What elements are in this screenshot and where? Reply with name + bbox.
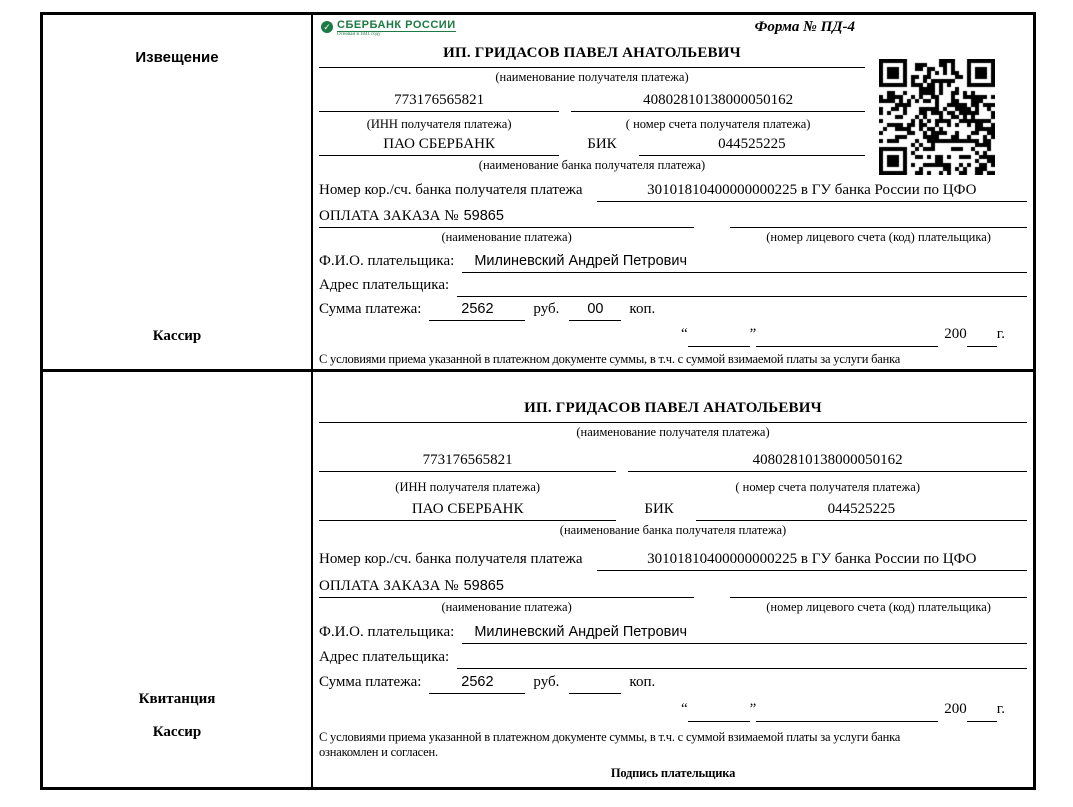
- inn-value: 773176565821: [319, 90, 559, 112]
- date-year-suffix: г.: [996, 326, 1005, 342]
- notice-left-column: [43, 15, 313, 369]
- terms-line1: С условиями приема указанной в платежном документе суммы, в т.ч. с суммой взимаемой платы за услуги банка: [319, 352, 901, 366]
- account-caption: ( номер счета получателя платежа): [735, 480, 920, 494]
- personal-account-blank: [730, 575, 1027, 598]
- date-month-blank: [756, 323, 938, 347]
- account-caption: ( номер счета получателя платежа): [625, 117, 811, 131]
- notice-label: Извещение: [135, 49, 219, 66]
- payee-name: ИП. ГРИДАСОВ ПАВЕЛ АНАТОЛЬЕВИЧ: [443, 45, 741, 61]
- terms-line1: С условиями приема указанной в платежном документе суммы, в т.ч. с суммой взимаемой платы за услуги банка: [319, 730, 901, 744]
- bik-value: 044525225: [696, 499, 1027, 521]
- receipt-form-area: [313, 372, 1033, 787]
- payment-name-caption: (наименование платежа): [441, 600, 572, 614]
- payer-address-blank: [457, 275, 1027, 297]
- date-day-blank: [688, 323, 750, 347]
- payee-name-caption: (наименование получателя платежа): [576, 425, 770, 439]
- payment-name-caption: (наименование платежа): [441, 230, 572, 244]
- payer-name-value: Милиневский Андрей Петрович: [462, 251, 1027, 273]
- payer-name-value: Милиневский Андрей Петрович: [462, 622, 1027, 644]
- date-year-prefix: 200: [944, 701, 967, 717]
- bank-name-value: ПАО СБЕРБАНК: [319, 134, 559, 156]
- bik-label: БИК: [587, 136, 617, 152]
- date-day-blank: [688, 698, 750, 722]
- amount-kop-value: 00: [569, 299, 621, 321]
- payer-name-label: Ф.И.О. плательщика:: [319, 253, 455, 269]
- bank-name-value: ПАО СБЕРБАНК: [319, 499, 616, 521]
- date-quote-open: “: [680, 701, 688, 717]
- form-number: Форма № ПД-4: [754, 19, 855, 35]
- rub-label: руб.: [533, 674, 560, 690]
- amount-rub-value: 2562: [429, 299, 525, 321]
- amount-label: Сумма платежа:: [319, 674, 422, 690]
- payment-name: ОПЛАТА ЗАКАЗА №: [319, 208, 459, 224]
- notice-form-area: [313, 15, 1033, 369]
- sberbank-check-icon: ✓: [321, 21, 333, 33]
- amount-rub-value: 2562: [429, 672, 525, 694]
- account-value: 40802810138000050162: [628, 450, 1027, 472]
- payment-name: ОПЛАТА ЗАКАЗА №: [319, 578, 459, 594]
- payer-address-blank: [457, 647, 1027, 669]
- bik-value: 044525225: [639, 134, 865, 156]
- amount-label: Сумма платежа:: [319, 301, 422, 317]
- corr-account-label: Номер кор./сч. банка получателя платежа: [319, 182, 583, 198]
- date-year-blank: [967, 323, 997, 347]
- receipt-label: Квитанция: [138, 691, 216, 707]
- inn-caption: (ИНН получателя платежа): [395, 480, 541, 494]
- bank-name-caption: (наименование банка получателя платежа): [559, 523, 787, 537]
- date-quote-open: “: [680, 326, 688, 342]
- inn-value: 773176565821: [319, 450, 616, 472]
- order-number: 59865: [463, 208, 504, 224]
- date-month-blank: [756, 698, 938, 722]
- receipt-cashier-label: Кассир: [152, 724, 202, 740]
- payee-name: ИП. ГРИДАСОВ ПАВЕЛ АНАТОЛЬЕВИЧ: [524, 400, 822, 416]
- sberbank-logo-text: СБЕРБАНК РОССИИ: [337, 19, 456, 31]
- notice-section: [40, 12, 1036, 372]
- kop-label: коп.: [629, 674, 656, 690]
- date-quote-close: ”: [749, 701, 757, 717]
- corr-account-label: Номер кор./сч. банка получателя платежа: [319, 551, 583, 567]
- order-number: 59865: [463, 578, 504, 594]
- notice-cashier-label: Кассир: [152, 328, 202, 344]
- receipt-section: [40, 369, 1036, 790]
- receipt-left-column: [43, 372, 313, 787]
- personal-account-caption: (номер лицевого счета (код) плательщика): [766, 600, 991, 614]
- payer-signature-label: Подпись плательщика: [610, 766, 736, 780]
- date-year-prefix: 200: [944, 326, 967, 342]
- date-quote-close: ”: [749, 326, 757, 342]
- notice-header-row: [319, 19, 1027, 45]
- payer-address-label: Адрес плательщика:: [319, 649, 450, 665]
- qr-code: [879, 59, 995, 175]
- rub-label: руб.: [533, 301, 560, 317]
- terms-line2: ознакомлен и согласен.: [319, 745, 438, 759]
- sberbank-logo-tagline: Основан в 1841 году: [337, 32, 381, 37]
- payer-name-label: Ф.И.О. плательщика:: [319, 624, 455, 640]
- date-year-suffix: г.: [996, 701, 1005, 717]
- date-year-blank: [967, 698, 997, 722]
- amount-kop-blank: [569, 672, 621, 694]
- personal-account-blank: [730, 205, 1027, 228]
- sberbank-logo: [319, 19, 456, 37]
- payer-address-label: Адрес плательщика:: [319, 277, 450, 293]
- bik-label: БИК: [644, 501, 674, 517]
- account-value: 40802810138000050162: [571, 90, 865, 112]
- corr-account-value: 30101810400000000225 в ГУ банка России по ЦФО: [597, 548, 1027, 571]
- corr-account-value: 30101810400000000225 в ГУ банка России по ЦФО: [597, 179, 1027, 202]
- kop-label: коп.: [629, 301, 656, 317]
- inn-caption: (ИНН получателя платежа): [366, 117, 512, 131]
- personal-account-caption: (номер лицевого счета (код) плательщика): [766, 230, 991, 244]
- bank-name-caption: (наименование банка получателя платежа): [478, 158, 706, 172]
- payee-name-caption: (наименование получателя платежа): [495, 70, 689, 84]
